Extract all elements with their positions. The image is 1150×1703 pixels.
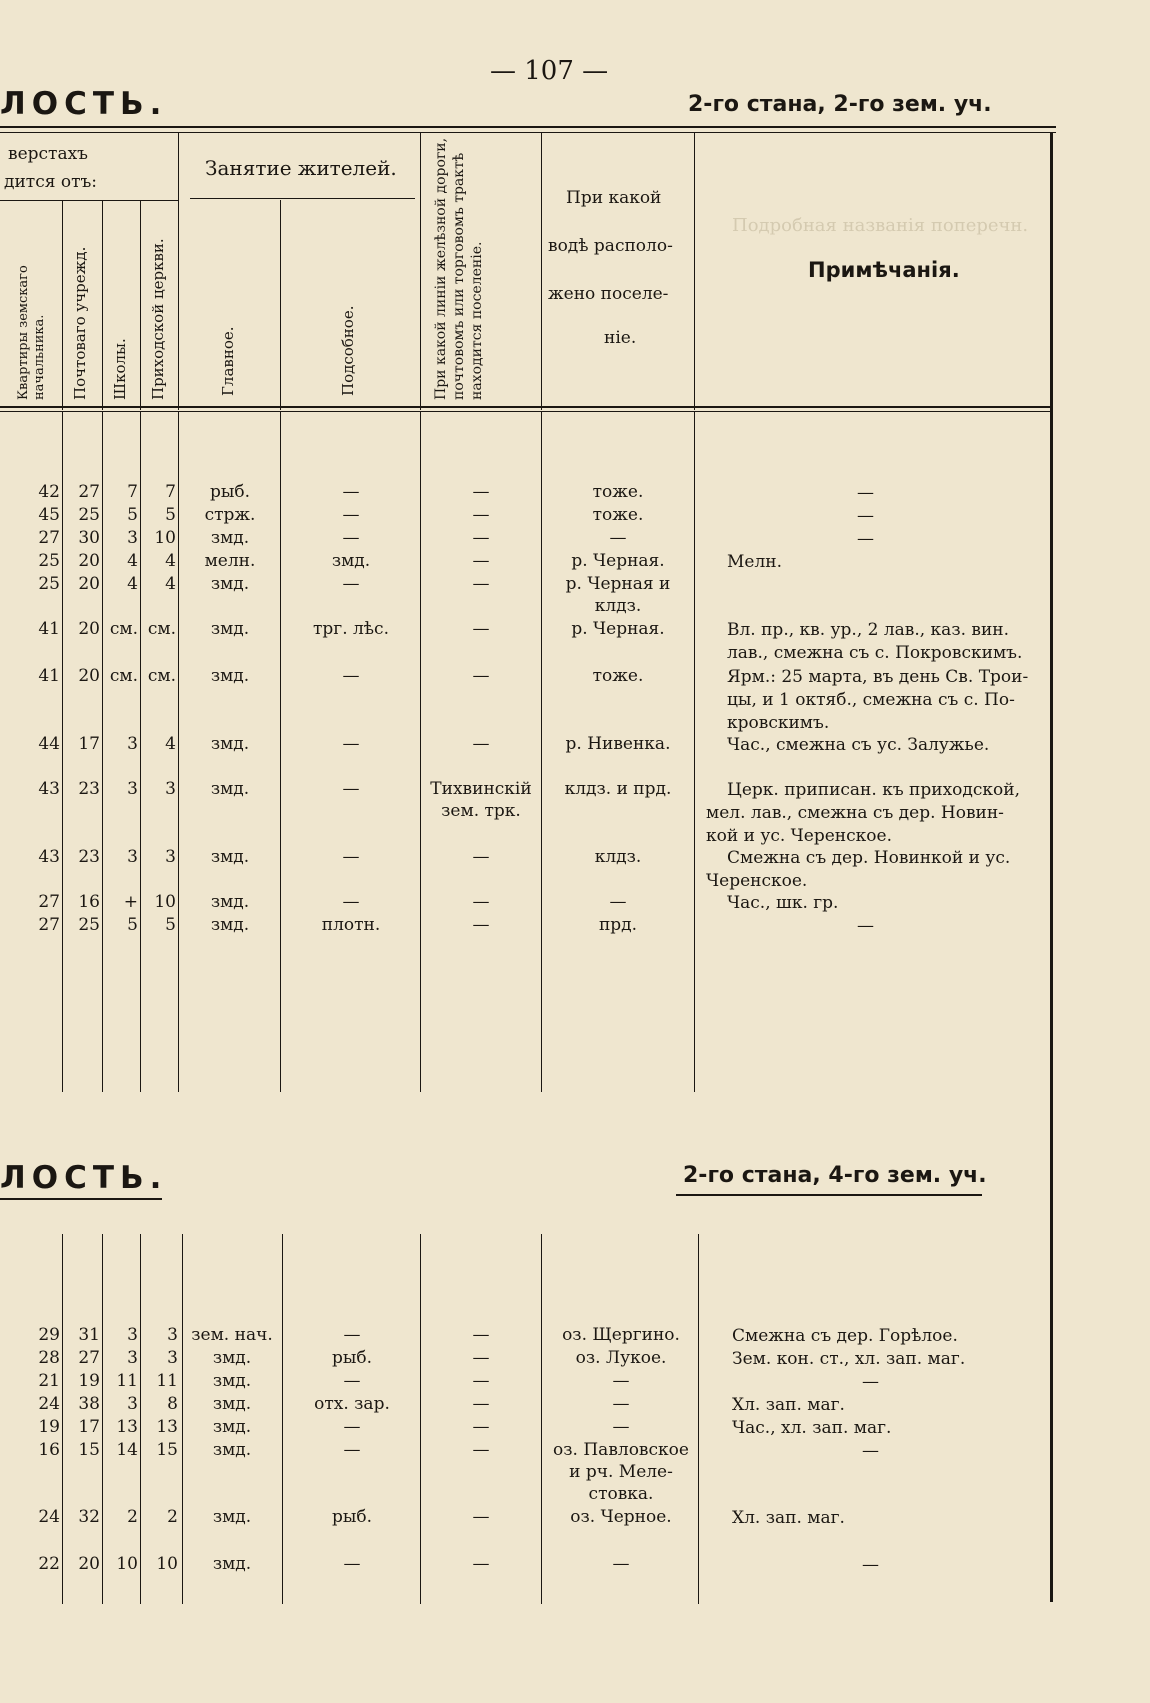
top-rule (0, 126, 1056, 128)
cell-road: — (472, 1394, 490, 1414)
col-header-notes: Примѣчанiя. (808, 258, 960, 282)
cell-road: — (472, 574, 490, 594)
page-number: — 107 — (490, 56, 609, 86)
col-sep (694, 132, 695, 410)
cell-distance-zemsky: 22 (38, 1554, 60, 1574)
cell-occupation-main: змд. (212, 1417, 252, 1437)
cell-water: — (612, 1554, 630, 1574)
cell-distance-school: + (123, 892, 138, 912)
cell-distance-postal: 20 (78, 619, 100, 639)
cell-water: тоже. (592, 505, 644, 525)
cell-water: клдз. и прд. (564, 779, 672, 799)
col-header-aux: Подсобное. (339, 305, 357, 396)
cell-water: — (609, 892, 627, 912)
cell-water: тоже. (592, 666, 644, 686)
cell-road: — (472, 1440, 490, 1460)
cell-distance-church: 3 (165, 847, 176, 867)
cell-road: — (472, 528, 490, 548)
cell-distance-postal: 20 (78, 1554, 100, 1574)
cell-notes: Смежна съ дер. Горѣлое. (732, 1326, 958, 1346)
col-header-water-2: водѣ располо- (548, 236, 673, 256)
cell-water: прд. (598, 915, 638, 935)
cell-occupation-main: змд. (210, 892, 250, 912)
cell-occupation-main: змд. (210, 619, 250, 639)
cell-notes: лав., смежна съ с. Покровскимъ. (727, 643, 1023, 663)
cell-notes: — (857, 483, 874, 503)
cell-occupation-main: змд. (210, 574, 250, 594)
cell-notes: цы, и 1 октяб., смежна съ с. По- (727, 690, 1015, 710)
cell-occupation-main: змд. (210, 528, 250, 548)
cell-water: — (612, 1394, 630, 1414)
cell-distance-postal: 30 (78, 528, 100, 548)
col-header-water-1: При какой (566, 188, 662, 208)
cell-water: клдз. (594, 847, 642, 867)
cell-notes: — (857, 529, 874, 549)
cell-road: — (472, 482, 490, 502)
col-header-road: При какой линiи желѣзной дороги, почтовомъ или торговомъ трактѣ находится поселенiе. (433, 137, 485, 400)
cell-water: оз. Щергино. (562, 1325, 680, 1345)
cell-occupation-main: змд. (210, 779, 250, 799)
cell-distance-church: 3 (165, 779, 176, 799)
cell-distance-school: 3 (127, 734, 138, 754)
cell-occupation-aux: — (342, 666, 360, 686)
cell-distance-school: 5 (127, 505, 138, 525)
cell-water: — (609, 528, 627, 548)
cell-distance-postal: 17 (78, 734, 100, 754)
cell-distance-zemsky: 28 (38, 1348, 60, 1368)
cell-distance-postal: 27 (78, 482, 100, 502)
cell-occupation-aux: — (343, 1325, 361, 1345)
cell-road: — (472, 1417, 490, 1437)
cell-distance-zemsky: 27 (38, 915, 60, 935)
cell-occupation-main: змд. (210, 915, 250, 935)
cell-occupation-aux: — (342, 528, 360, 548)
cell-road: — (472, 1325, 490, 1345)
cell-notes: — (857, 506, 874, 526)
stan-underline-2 (676, 1194, 982, 1196)
col-header-church: Приходской церкви. (149, 238, 167, 400)
cell-distance-postal: 23 (78, 779, 100, 799)
group-rule (0, 200, 178, 201)
cell-road: — (472, 1554, 490, 1574)
cell-occupation-aux: — (342, 779, 360, 799)
cell-distance-church: 4 (165, 551, 176, 571)
cell-distance-school: 4 (127, 551, 138, 571)
cell-distance-postal: 20 (78, 574, 100, 594)
cell-water: р. Нивенка. (565, 734, 671, 754)
cell-distance-church: 11 (156, 1371, 178, 1391)
cell-road: Тихвинскiй (430, 779, 532, 799)
cell-distance-church: см. (147, 619, 176, 639)
cell-distance-school: 11 (116, 1371, 138, 1391)
cell-road: — (472, 619, 490, 639)
cell-distance-zemsky: 27 (38, 528, 60, 548)
cell-occupation-main: змд. (212, 1554, 252, 1574)
cell-distance-church: 3 (167, 1325, 178, 1345)
cell-notes: Церк. приписан. къ приходской, (727, 780, 1020, 800)
cell-distance-school: 2 (127, 1507, 138, 1527)
cell-distance-postal: 38 (78, 1394, 100, 1414)
cell-distance-school: 3 (127, 1325, 138, 1345)
cell-distance-school: 14 (116, 1440, 138, 1460)
cell-occupation-aux: плотн. (321, 915, 381, 935)
bleed-through-text: Подробная названiя поперечн. (732, 215, 1029, 236)
cell-occupation-main: змд. (212, 1371, 252, 1391)
col-sep (62, 412, 63, 1092)
cell-distance-school: 3 (127, 1348, 138, 1368)
cell-notes: — (862, 1555, 879, 1575)
cell-water: р. Черная. (571, 619, 665, 639)
cell-occupation-aux: змд. (331, 551, 371, 571)
stan-heading-2: 2-го стана, 4-го зем. уч. (683, 1163, 987, 1188)
top-rule-thin (0, 132, 1056, 133)
cell-notes: Час., смежна съ ус. Залужье. (727, 735, 990, 755)
cell-distance-church: 13 (156, 1417, 178, 1437)
col-header-water-3: жено поселе- (548, 284, 669, 304)
group-rule (190, 198, 415, 199)
col-sep (280, 200, 281, 410)
volost-underline-2 (0, 1198, 162, 1200)
volost-heading-1: ЛОСТЬ. (0, 86, 168, 122)
cell-distance-postal: 32 (78, 1507, 100, 1527)
col-sep (420, 412, 421, 1092)
cell-distance-postal: 19 (78, 1371, 100, 1391)
cell-distance-church: 10 (154, 528, 176, 548)
cell-road: — (472, 892, 490, 912)
cell-distance-postal: 15 (78, 1440, 100, 1460)
cell-distance-postal: 20 (78, 551, 100, 571)
col-sep (140, 412, 141, 1092)
cell-occupation-main: мелн. (204, 551, 256, 571)
cell-distance-zemsky: 16 (38, 1440, 60, 1460)
cell-distance-postal: 20 (78, 666, 100, 686)
col-sep (178, 412, 179, 1092)
col-sep (420, 1234, 421, 1604)
cell-road: — (472, 1507, 490, 1527)
cell-distance-zemsky: 25 (38, 551, 60, 571)
cell-road: — (472, 551, 490, 571)
cell-distance-church: 4 (165, 574, 176, 594)
header-rule (0, 406, 1050, 408)
cell-distance-postal: 23 (78, 847, 100, 867)
cell-occupation-aux: рыб. (331, 1507, 373, 1527)
cell-distance-postal: 25 (78, 915, 100, 935)
cell-occupation-aux: — (342, 574, 360, 594)
cell-road: зем. трк. (441, 801, 521, 821)
cell-notes: Час., шк. гр. (727, 893, 839, 913)
cell-road: — (472, 666, 490, 686)
cell-distance-church: 4 (165, 734, 176, 754)
cell-distance-church: 15 (156, 1440, 178, 1460)
cell-water: оз. Черное. (570, 1507, 672, 1527)
cell-distance-zemsky: 41 (38, 619, 60, 639)
cell-occupation-aux: — (342, 734, 360, 754)
cell-distance-school: 3 (127, 847, 138, 867)
cell-road: — (472, 915, 490, 935)
cell-occupation-main: рыб. (209, 482, 251, 502)
cell-notes: кой и ус. Черенское. (706, 826, 892, 846)
cell-occupation-main: змд. (210, 847, 250, 867)
cell-distance-zemsky: 24 (38, 1394, 60, 1414)
col-header-school: Школы. (111, 338, 129, 400)
cell-occupation-aux: отх. зар. (314, 1394, 390, 1414)
col-sep (140, 200, 141, 410)
cell-notes: Мелн. (727, 552, 783, 572)
cell-water: р. Черная. (571, 551, 665, 571)
col-sep (698, 1234, 699, 1604)
cell-occupation-aux: — (342, 847, 360, 867)
cell-road: — (472, 505, 490, 525)
col-sep (182, 1234, 183, 1604)
volost-heading-2: ЛОСТЬ. (0, 1160, 168, 1196)
cell-road: — (472, 1371, 490, 1391)
cell-distance-church: 2 (167, 1507, 178, 1527)
cell-distance-church: 7 (165, 482, 176, 502)
cell-occupation-main: змд. (212, 1440, 252, 1460)
cell-distance-zemsky: 43 (38, 779, 60, 799)
cell-road: — (472, 847, 490, 867)
cell-water: оз. Лукое. (575, 1348, 667, 1368)
cell-notes: Вл. пр., кв. ур., 2 лав., каз. вин. (727, 620, 1010, 640)
cell-occupation-aux: рыб. (331, 1348, 373, 1368)
cell-distance-postal: 31 (78, 1325, 100, 1345)
cell-distance-school: 13 (116, 1417, 138, 1437)
cell-notes: — (857, 916, 874, 936)
col-header-zemsky: Квартиры земскаго начальника. (16, 265, 47, 400)
cell-notes: Час., хл. зап. маг. (732, 1418, 892, 1438)
cell-notes: мел. лав., смежна съ дер. Новин- (706, 803, 1004, 823)
cell-occupation-aux: — (343, 1554, 361, 1574)
cell-distance-church: 10 (154, 892, 176, 912)
cell-notes: Зем. кон. ст., хл. зап. маг. (732, 1349, 966, 1369)
cell-distance-zemsky: 19 (38, 1417, 60, 1437)
cell-distance-school: 5 (127, 915, 138, 935)
cell-distance-school: см. (109, 619, 138, 639)
cell-distance-postal: 27 (78, 1348, 100, 1368)
cell-notes: Хл. зап. маг. (732, 1395, 845, 1415)
occupation-group: Занятие жителей. (205, 156, 397, 180)
cell-notes: кровскимъ. (727, 713, 830, 733)
cell-distance-zemsky: 25 (38, 574, 60, 594)
distance-group-line1: верстахъ (8, 144, 88, 164)
cell-distance-zemsky: 27 (38, 892, 60, 912)
cell-water: клдз. (594, 596, 642, 616)
cell-distance-church: 5 (165, 505, 176, 525)
col-header-water-4: нiе. (604, 328, 637, 348)
col-sep (694, 412, 695, 1092)
cell-water: и рч. Меле- (569, 1462, 673, 1482)
cell-distance-zemsky: 43 (38, 847, 60, 867)
col-sep (102, 200, 103, 410)
right-border (1050, 132, 1053, 1602)
col-sep (140, 1234, 141, 1604)
cell-distance-church: 5 (165, 915, 176, 935)
cell-water: — (612, 1371, 630, 1391)
cell-distance-school: 10 (116, 1554, 138, 1574)
cell-notes: Смежна съ дер. Новинкой и ус. (727, 848, 1011, 868)
col-header-postal: Почтоваго учрежд. (71, 246, 89, 400)
cell-distance-school: 3 (127, 779, 138, 799)
stan-heading-1: 2-го стана, 2-го зем. уч. (688, 92, 992, 117)
cell-water: оз. Павловское (553, 1440, 689, 1460)
col-sep (62, 200, 63, 410)
cell-occupation-aux: трг. лѣс. (313, 619, 389, 639)
cell-notes: Хл. зап. маг. (732, 1508, 845, 1528)
col-sep (282, 1234, 283, 1604)
cell-distance-church: 8 (167, 1394, 178, 1414)
cell-water: тоже. (592, 482, 644, 502)
cell-distance-church: см. (147, 666, 176, 686)
cell-distance-zemsky: 41 (38, 666, 60, 686)
cell-distance-zemsky: 24 (38, 1507, 60, 1527)
cell-distance-postal: 17 (78, 1417, 100, 1437)
cell-distance-zemsky: 29 (38, 1325, 60, 1345)
col-header-main: Главное. (219, 326, 237, 396)
cell-occupation-main: зем. нач. (191, 1325, 273, 1345)
cell-distance-zemsky: 21 (38, 1371, 60, 1391)
col-sep (541, 1234, 542, 1604)
cell-distance-zemsky: 45 (38, 505, 60, 525)
cell-water: — (612, 1417, 630, 1437)
header-rule-thin (0, 411, 1050, 412)
cell-occupation-main: змд. (212, 1394, 252, 1414)
col-sep (541, 132, 542, 410)
cell-occupation-aux: — (342, 892, 360, 912)
cell-notes: Черенское. (706, 871, 808, 891)
cell-occupation-aux: — (342, 482, 360, 502)
cell-distance-school: см. (109, 666, 138, 686)
distance-group-line2: дится отъ: (4, 172, 98, 192)
cell-occupation-main: змд. (212, 1348, 252, 1368)
cell-distance-school: 7 (127, 482, 138, 502)
cell-distance-postal: 16 (78, 892, 100, 912)
cell-distance-school: 3 (127, 1394, 138, 1414)
cell-distance-zemsky: 44 (38, 734, 60, 754)
cell-occupation-aux: — (342, 505, 360, 525)
cell-occupation-aux: — (343, 1371, 361, 1391)
col-sep (178, 132, 179, 410)
cell-road: — (472, 1348, 490, 1368)
cell-occupation-main: змд. (210, 734, 250, 754)
cell-water: р. Черная и (565, 574, 671, 594)
cell-occupation-aux: — (343, 1417, 361, 1437)
cell-distance-zemsky: 42 (38, 482, 60, 502)
cell-occupation-aux: — (343, 1440, 361, 1460)
cell-distance-school: 4 (127, 574, 138, 594)
col-sep (102, 412, 103, 1092)
col-sep (280, 412, 281, 1092)
col-sep (62, 1234, 63, 1604)
cell-notes: Ярм.: 25 марта, въ день Св. Трои- (727, 667, 1029, 687)
col-sep (420, 132, 421, 410)
cell-notes: — (862, 1441, 879, 1461)
cell-distance-church: 10 (156, 1554, 178, 1574)
cell-notes: — (862, 1372, 879, 1392)
cell-road: — (472, 734, 490, 754)
cell-occupation-main: стрж. (204, 505, 256, 525)
cell-distance-church: 3 (167, 1348, 178, 1368)
cell-occupation-main: змд. (210, 666, 250, 686)
cell-water: стовка. (588, 1484, 654, 1504)
cell-occupation-main: змд. (212, 1507, 252, 1527)
col-sep (541, 412, 542, 1092)
cell-distance-postal: 25 (78, 505, 100, 525)
col-sep (102, 1234, 103, 1604)
cell-distance-school: 3 (127, 528, 138, 548)
